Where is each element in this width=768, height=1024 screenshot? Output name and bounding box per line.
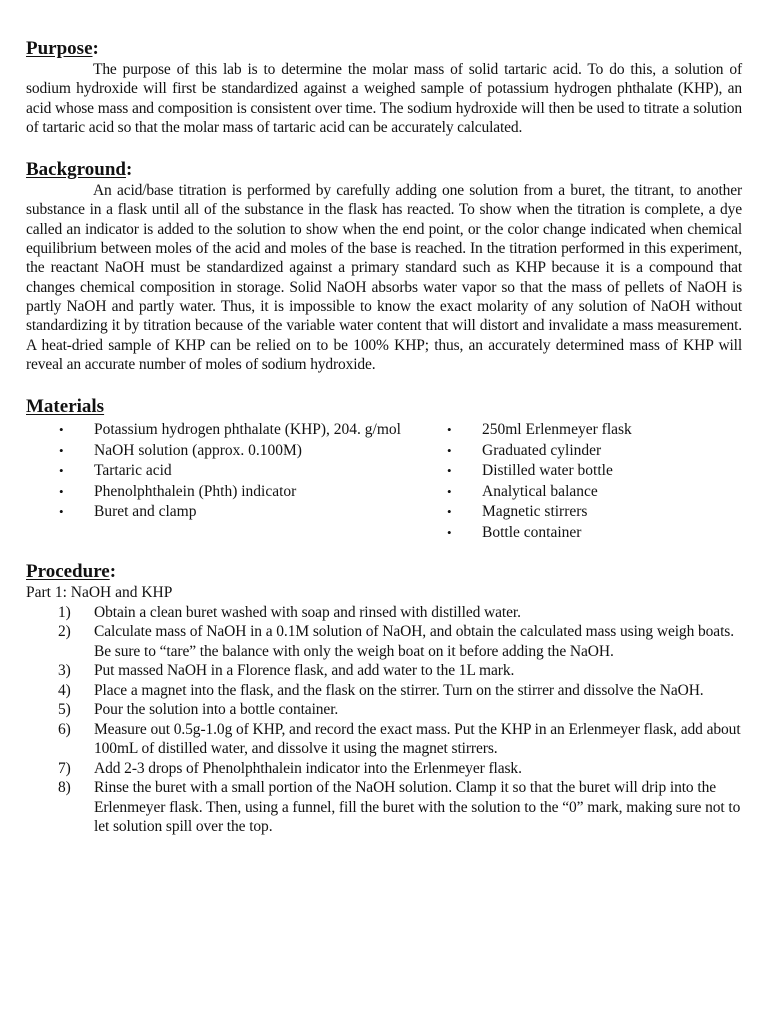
procedure-step <box>26 778 742 837</box>
purpose-heading <box>26 38 742 60</box>
purpose-heading-colon: : <box>92 38 99 59</box>
material-label: Potassium hydrogen phthalate (KHP), 204. g/mol <box>94 421 401 439</box>
list-item <box>26 461 446 482</box>
step-number: 1) <box>58 603 71 621</box>
list-item <box>446 482 742 503</box>
step-number: 2) <box>58 623 71 641</box>
bullet: • <box>447 504 452 520</box>
list-item <box>446 441 742 462</box>
material-label: 250ml Erlenmeyer flask <box>482 421 632 439</box>
step-text: Measure out 0.5g-1.0g of KHP, and record the exact mass. Put the KHP in an Erlenmeyer flask, add about 100mL of distilled water, and dissolve it using the magnet stirrers. <box>94 720 741 758</box>
step-text: Place a magnet into the flask, and the flask on the stirrer. Turn on the stirrer and dissolve the NaOH. <box>94 681 704 699</box>
step-number: 6) <box>58 720 71 738</box>
procedure-step <box>26 720 742 759</box>
material-label: Tartaric acid <box>94 462 172 480</box>
procedure-steps <box>26 603 742 837</box>
bullet: • <box>447 442 452 458</box>
purpose-paragraph: The purpose of this lab is to determine the molar mass of solid tartaric acid. To do this, a solution of sodium hydroxide will first be standardized against a weighed sample of potassium hydrogen phthalate (KHP), an acid whose mass and composition is consistent over time. The sodium hydroxide will then be used to titrate a solution of tartaric acid so that the molar mass of tartaric acid can be accurately calculated. <box>26 61 742 136</box>
bullet: • <box>59 442 64 458</box>
list-item <box>26 502 446 523</box>
bullet: • <box>59 504 64 520</box>
material-label: NaOH solution (approx. 0.100M) <box>94 441 302 459</box>
purpose-heading-text: Purpose <box>26 38 93 59</box>
materials-list <box>26 420 742 543</box>
list-item <box>446 461 742 482</box>
step-text: Obtain a clean buret washed with soap and rinsed with distilled water. <box>94 603 521 621</box>
materials-heading-text: Materials <box>26 396 105 418</box>
materials-left-column <box>26 420 446 543</box>
document-page <box>26 38 742 837</box>
background-paragraph: An acid/base titration is performed by carefully adding one solution from a buret, the titrant, to another substance in a flask until all of the substance in the flask has reacted. To show when the titration is complete, a dye called an indicator is added to the solution to show when the end point, or the color change indicated when chemical equilibrium between moles of the acid and moles of the base is reached. In the titration performed in this experiment, the reactant NaOH must be standardized against a primary standard such as KHP because it is a compound that changes chemical composition in storage. Solid NaOH absorbs water vapor so that the mass of pellets of NaOH is partly NaOH and partly water. Thus, it is impossible to know the exact molarity of any solution of NaOH without standardizing it by titration because of the variable water content that will distort and invalidate a mass measurement. A heat-dried sample of KHP can be relied on to be 100% KHP; thus, an accurately determined mass of KHP will reveal an accurate number of moles of sodium hydroxide. <box>26 182 742 373</box>
part-1-title: Part 1: NaOH and KHP <box>26 584 173 602</box>
step-text: Pour the solution into a bottle container. <box>94 701 339 719</box>
material-label: Graduated cylinder <box>482 441 602 459</box>
procedure-step <box>26 661 742 681</box>
procedure-step <box>26 681 742 701</box>
step-number: 8) <box>58 779 71 797</box>
procedure-heading <box>26 561 742 583</box>
procedure-step <box>26 603 742 623</box>
list-item <box>26 420 446 441</box>
bullet: • <box>447 422 452 438</box>
procedure-heading-colon: : <box>109 561 117 583</box>
background-heading-text: Background <box>26 159 126 181</box>
material-label: Bottle container <box>482 523 582 541</box>
material-label: Distilled water bottle <box>482 462 613 480</box>
list-item <box>446 420 742 441</box>
list-item <box>26 482 446 503</box>
step-text: Put massed NaOH in a Florence flask, and add water to the 1L mark. <box>94 662 515 680</box>
step-number: 7) <box>58 759 71 777</box>
list-item <box>26 441 446 462</box>
materials-heading <box>26 396 742 418</box>
bullet: • <box>447 524 452 540</box>
bullet: • <box>59 483 64 499</box>
procedure-step <box>26 759 742 779</box>
step-text: Calculate mass of NaOH in a 0.1M solution of NaOH, and obtain the calculated mass using weigh boats. Be sure to “tare” the balance with only the weigh boat on it before adding the NaOH. <box>94 623 735 660</box>
bullet: • <box>447 463 452 479</box>
background-heading-colon: : <box>125 159 133 181</box>
step-number: 3) <box>58 662 71 680</box>
materials-right-column <box>446 420 742 543</box>
bullet: • <box>447 483 452 499</box>
step-number: 5) <box>58 701 71 719</box>
material-label: Phenolphthalein (Phth) indicator <box>94 482 297 500</box>
procedure-step <box>26 700 742 720</box>
step-number: 4) <box>58 681 71 699</box>
bullet: • <box>59 422 64 438</box>
procedure-step <box>26 622 742 661</box>
procedure-heading-text: Procedure <box>26 561 110 583</box>
step-text: Rinse the buret with a small portion of the NaOH solution. Clamp it so that the buret will drip into the Erlenmeyer flask. Then, using a funnel, fill the buret with the solution to the “0” mark, making sure not to let solution spill over the top. <box>94 779 741 836</box>
background-heading <box>26 159 742 181</box>
list-item <box>446 523 742 544</box>
step-text: Add 2-3 drops of Phenolphthalein indicator into the Erlenmeyer flask. <box>94 759 522 777</box>
material-label: Analytical balance <box>482 482 598 500</box>
material-label: Buret and clamp <box>94 503 197 521</box>
bullet: • <box>59 463 64 479</box>
material-label: Magnetic stirrers <box>482 503 588 521</box>
list-item <box>446 502 742 523</box>
